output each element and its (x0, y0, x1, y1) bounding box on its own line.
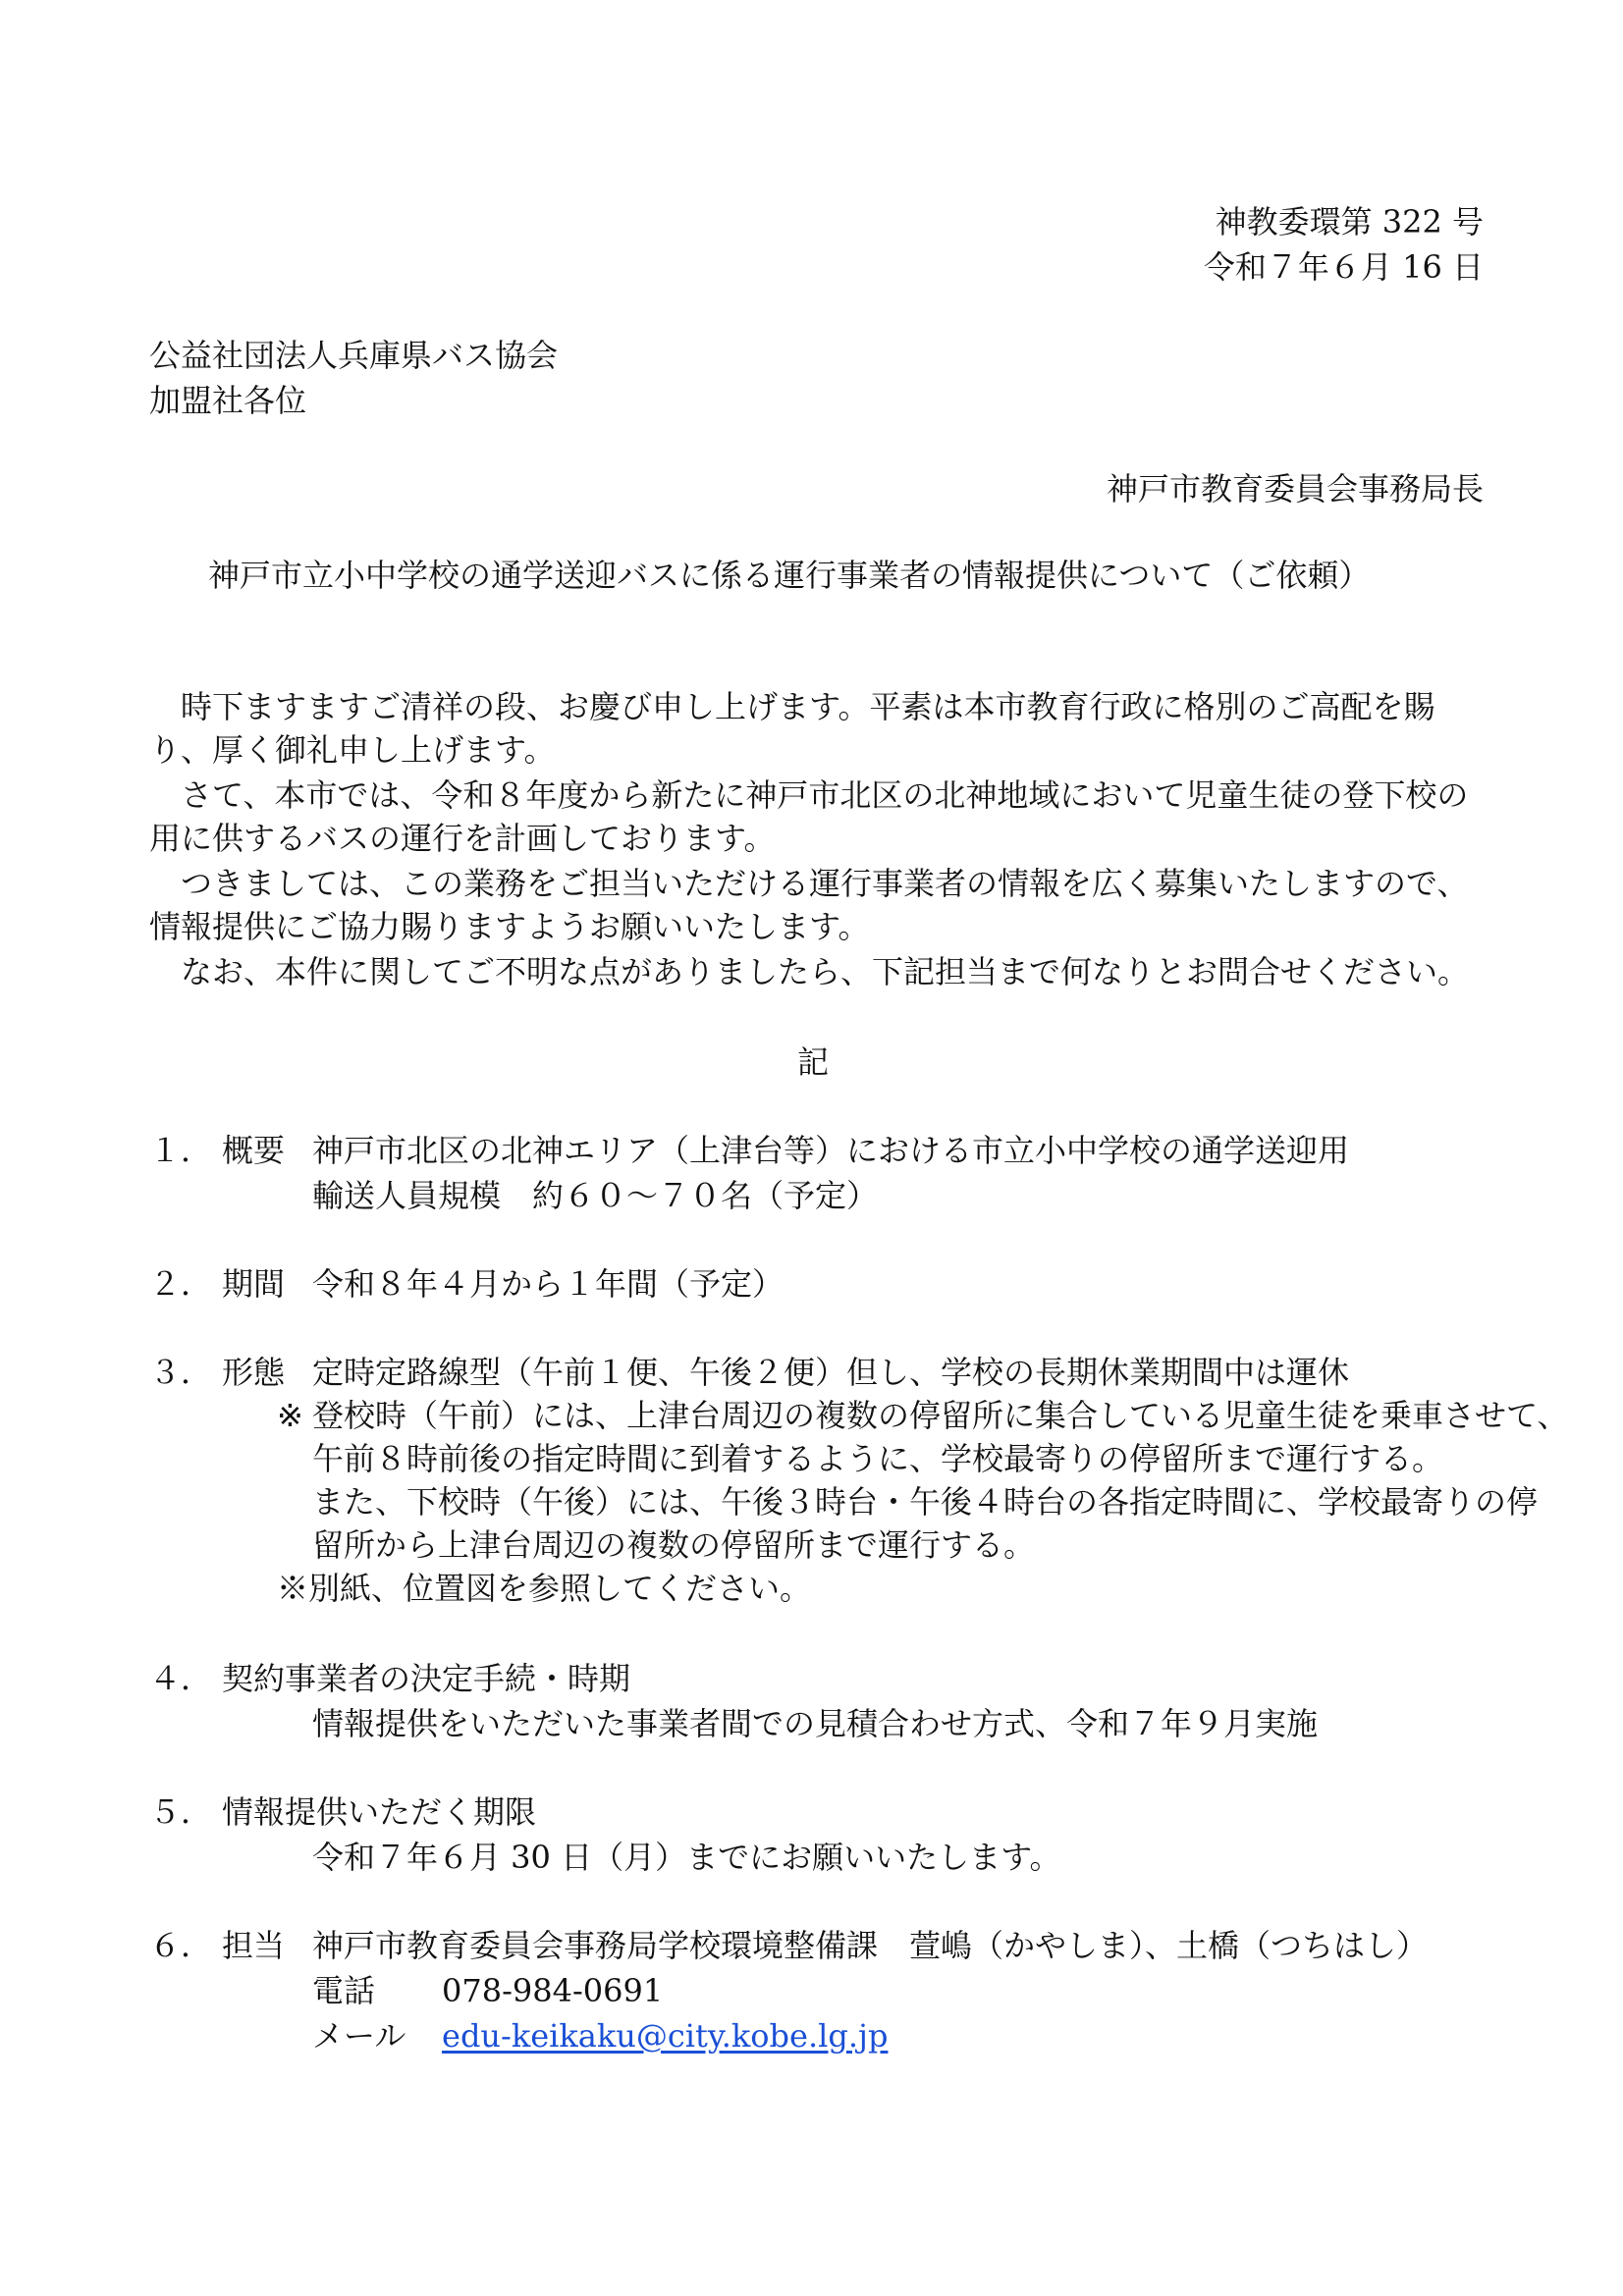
item-1-subtext: 輸送人員規模 約６０～７０名（予定） (312, 1177, 879, 1214)
item-5-label: 情報提供いただく期限 (222, 1793, 537, 1831)
document-title: 神戸市立小中学校の通学送迎バスに係る運行事業者の情報提供について（ご依頼） (208, 557, 1371, 594)
item-1-text: 神戸市北区の北神エリア（上津台等）における市立小中学校の通学送迎用 (312, 1132, 1350, 1169)
item-3-number: ３． (149, 1354, 213, 1391)
item-6-email-link[interactable]: edu-keikaku@city.kobe.lg.jp (442, 2017, 889, 2055)
item-1-number: １． (149, 1132, 213, 1169)
item-6-label: 担当 (222, 1927, 286, 1964)
item-3-note-line-4: 留所から上津台周辺の複数の停留所まで運行する。 (312, 1526, 1036, 1564)
item-4-text: 情報提供をいただいた事業者間での見積合わせ方式、令和７年９月実施 (312, 1705, 1319, 1742)
item-4-number: ４． (149, 1660, 213, 1697)
item-6-tel-label: 電話 (312, 1972, 376, 2009)
item-3-note-line-2: 午前８時前後の指定時間に到着するように、学校最寄りの停留所まで運行する。 (312, 1440, 1444, 1477)
item-6-mail-label: メール (312, 2017, 406, 2055)
recipient-organization: 公益社団法人兵庫県バス協会 (149, 337, 559, 374)
ki-heading: 記 (797, 1043, 830, 1081)
item-3-note-mark: ※ (277, 1397, 303, 1434)
body-paragraph-request: つきましては、この業務をご担当いただける運行事業者の情報を広く募集いたしますので、情報提供にご協力賜りますようお願いいたします。 (149, 865, 1469, 945)
item-2-text: 令和８年４月から１年間（予定） (312, 1265, 784, 1303)
item-3-note-line-1: 登校時（午前）には、上津台周辺の複数の停留所に集合している児童生徒を乗車させて、 (312, 1397, 1569, 1434)
item-3-label: 形態 (222, 1354, 286, 1391)
item-2-number: ２． (149, 1265, 213, 1303)
document-number: 神教委環第 322 号 (1215, 203, 1484, 240)
recipient-members: 加盟社各位 (149, 382, 307, 419)
item-2-label: 期間 (222, 1265, 286, 1303)
item-3-note-2: ※別紙、位置図を参照してください。 (277, 1570, 812, 1607)
item-5-number: ５． (149, 1793, 213, 1831)
sender: 神戸市教育委員会事務局長 (1106, 470, 1484, 507)
item-1-label: 概要 (222, 1132, 286, 1169)
body-paragraph-contact: なお、本件に関してご不明な点がありましたら、下記担当まで何なりとお問合せください。 (149, 953, 1470, 990)
item-5-text: 令和７年６月 30 日（月）までにお願いいたします。 (312, 1839, 1061, 1876)
item-4-label: 契約事業者の決定手続・時期 (222, 1660, 631, 1697)
item-3-note-line-3: また、下校時（午後）には、午後３時台・午後４時台の各指定時間に、学校最寄りの停 (312, 1483, 1539, 1521)
document-date: 令和７年６月 16 日 (1203, 248, 1484, 286)
body-paragraph-plan: さて、本市では、令和８年度から新たに神戸市北区の北神地域において児童生徒の登下校の用に供するバスの運行を計画しております。 (149, 776, 1469, 857)
item-6-tel: 078-984-0691 (442, 1972, 664, 2009)
item-3-text: 定時定路線型（午前１便、午後２便）但し、学校の長期休業期間中は運休 (312, 1354, 1350, 1391)
body-paragraph-greeting: 時下ますますご清祥の段、お慶び申し上げます。平素は本市教育行政に格別のご高配を賜り、厚く御礼申し上げます。 (149, 688, 1435, 769)
item-6-number: ６． (149, 1927, 213, 1964)
item-6-contact-person: 神戸市教育委員会事務局学校環境整備課 萱嶋（かやしま）、土橋（つちはし） (312, 1927, 1429, 1964)
